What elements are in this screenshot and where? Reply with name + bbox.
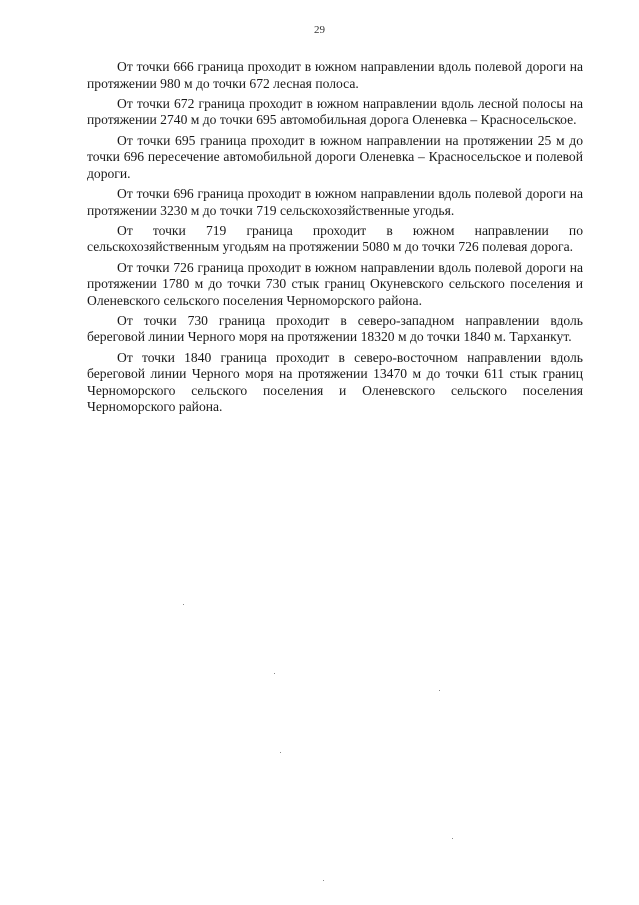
paragraph-point-726: От точки 726 граница проходит в южном направлении вдоль полевой дороги на протяжении 1780 м до точки 730 стык границ Окуневского сельского поселения и Оленевского сельского поселения Черноморского района.	[87, 259, 583, 308]
scan-speck	[439, 690, 440, 691]
paragraph-point-1840: От точки 1840 граница проходит в северо-восточном направлении вдоль береговой линии Черного моря на протяжении 13470 м до точки 611 стык границ Черноморского сельского поселения и Оленевского сельского поселения Черноморского района.	[87, 349, 583, 415]
paragraph-point-730: От точки 730 граница проходит в северо-западном направлении вдоль береговой линии Черного моря на протяжении 18320 м до точки 1840 м. Тарханкут.	[87, 312, 583, 345]
paragraph-point-696: От точки 696 граница проходит в южном направлении вдоль полевой дороги на протяжении 3230 м до точки 719 сельскохозяйственные угодья.	[87, 185, 583, 218]
paragraph-point-666: От точки 666 граница проходит в южном направлении вдоль полевой дороги на протяжении 980 м до точки 672 лесная полоса.	[87, 59, 583, 91]
document-body	[87, 59, 583, 420]
scan-speck	[452, 838, 453, 839]
scan-speck	[280, 752, 281, 753]
scan-speck	[323, 880, 324, 881]
paragraph-point-695: От точки 695 граница проходит в южном направлении на протяжении 25 м до точки 696 пересечение автомобильной дороги Оленевка – Красносельское и полевой дороги.	[87, 132, 583, 181]
paragraph-point-719: От точки 719 граница проходит в южном направлении по сельскохозяйственным угодьям на протяжении 5080 м до точки 726 полевая дорога.	[87, 222, 583, 255]
scan-speck	[274, 673, 275, 674]
paragraph-point-672: От точки 672 граница проходит в южном направлении вдоль лесной полосы на протяжении 2740 м до точки 695 автомобильная дорога Оленевка – Красносельское.	[87, 95, 583, 128]
scan-speck	[183, 604, 184, 605]
page-number: 29	[314, 24, 325, 36]
